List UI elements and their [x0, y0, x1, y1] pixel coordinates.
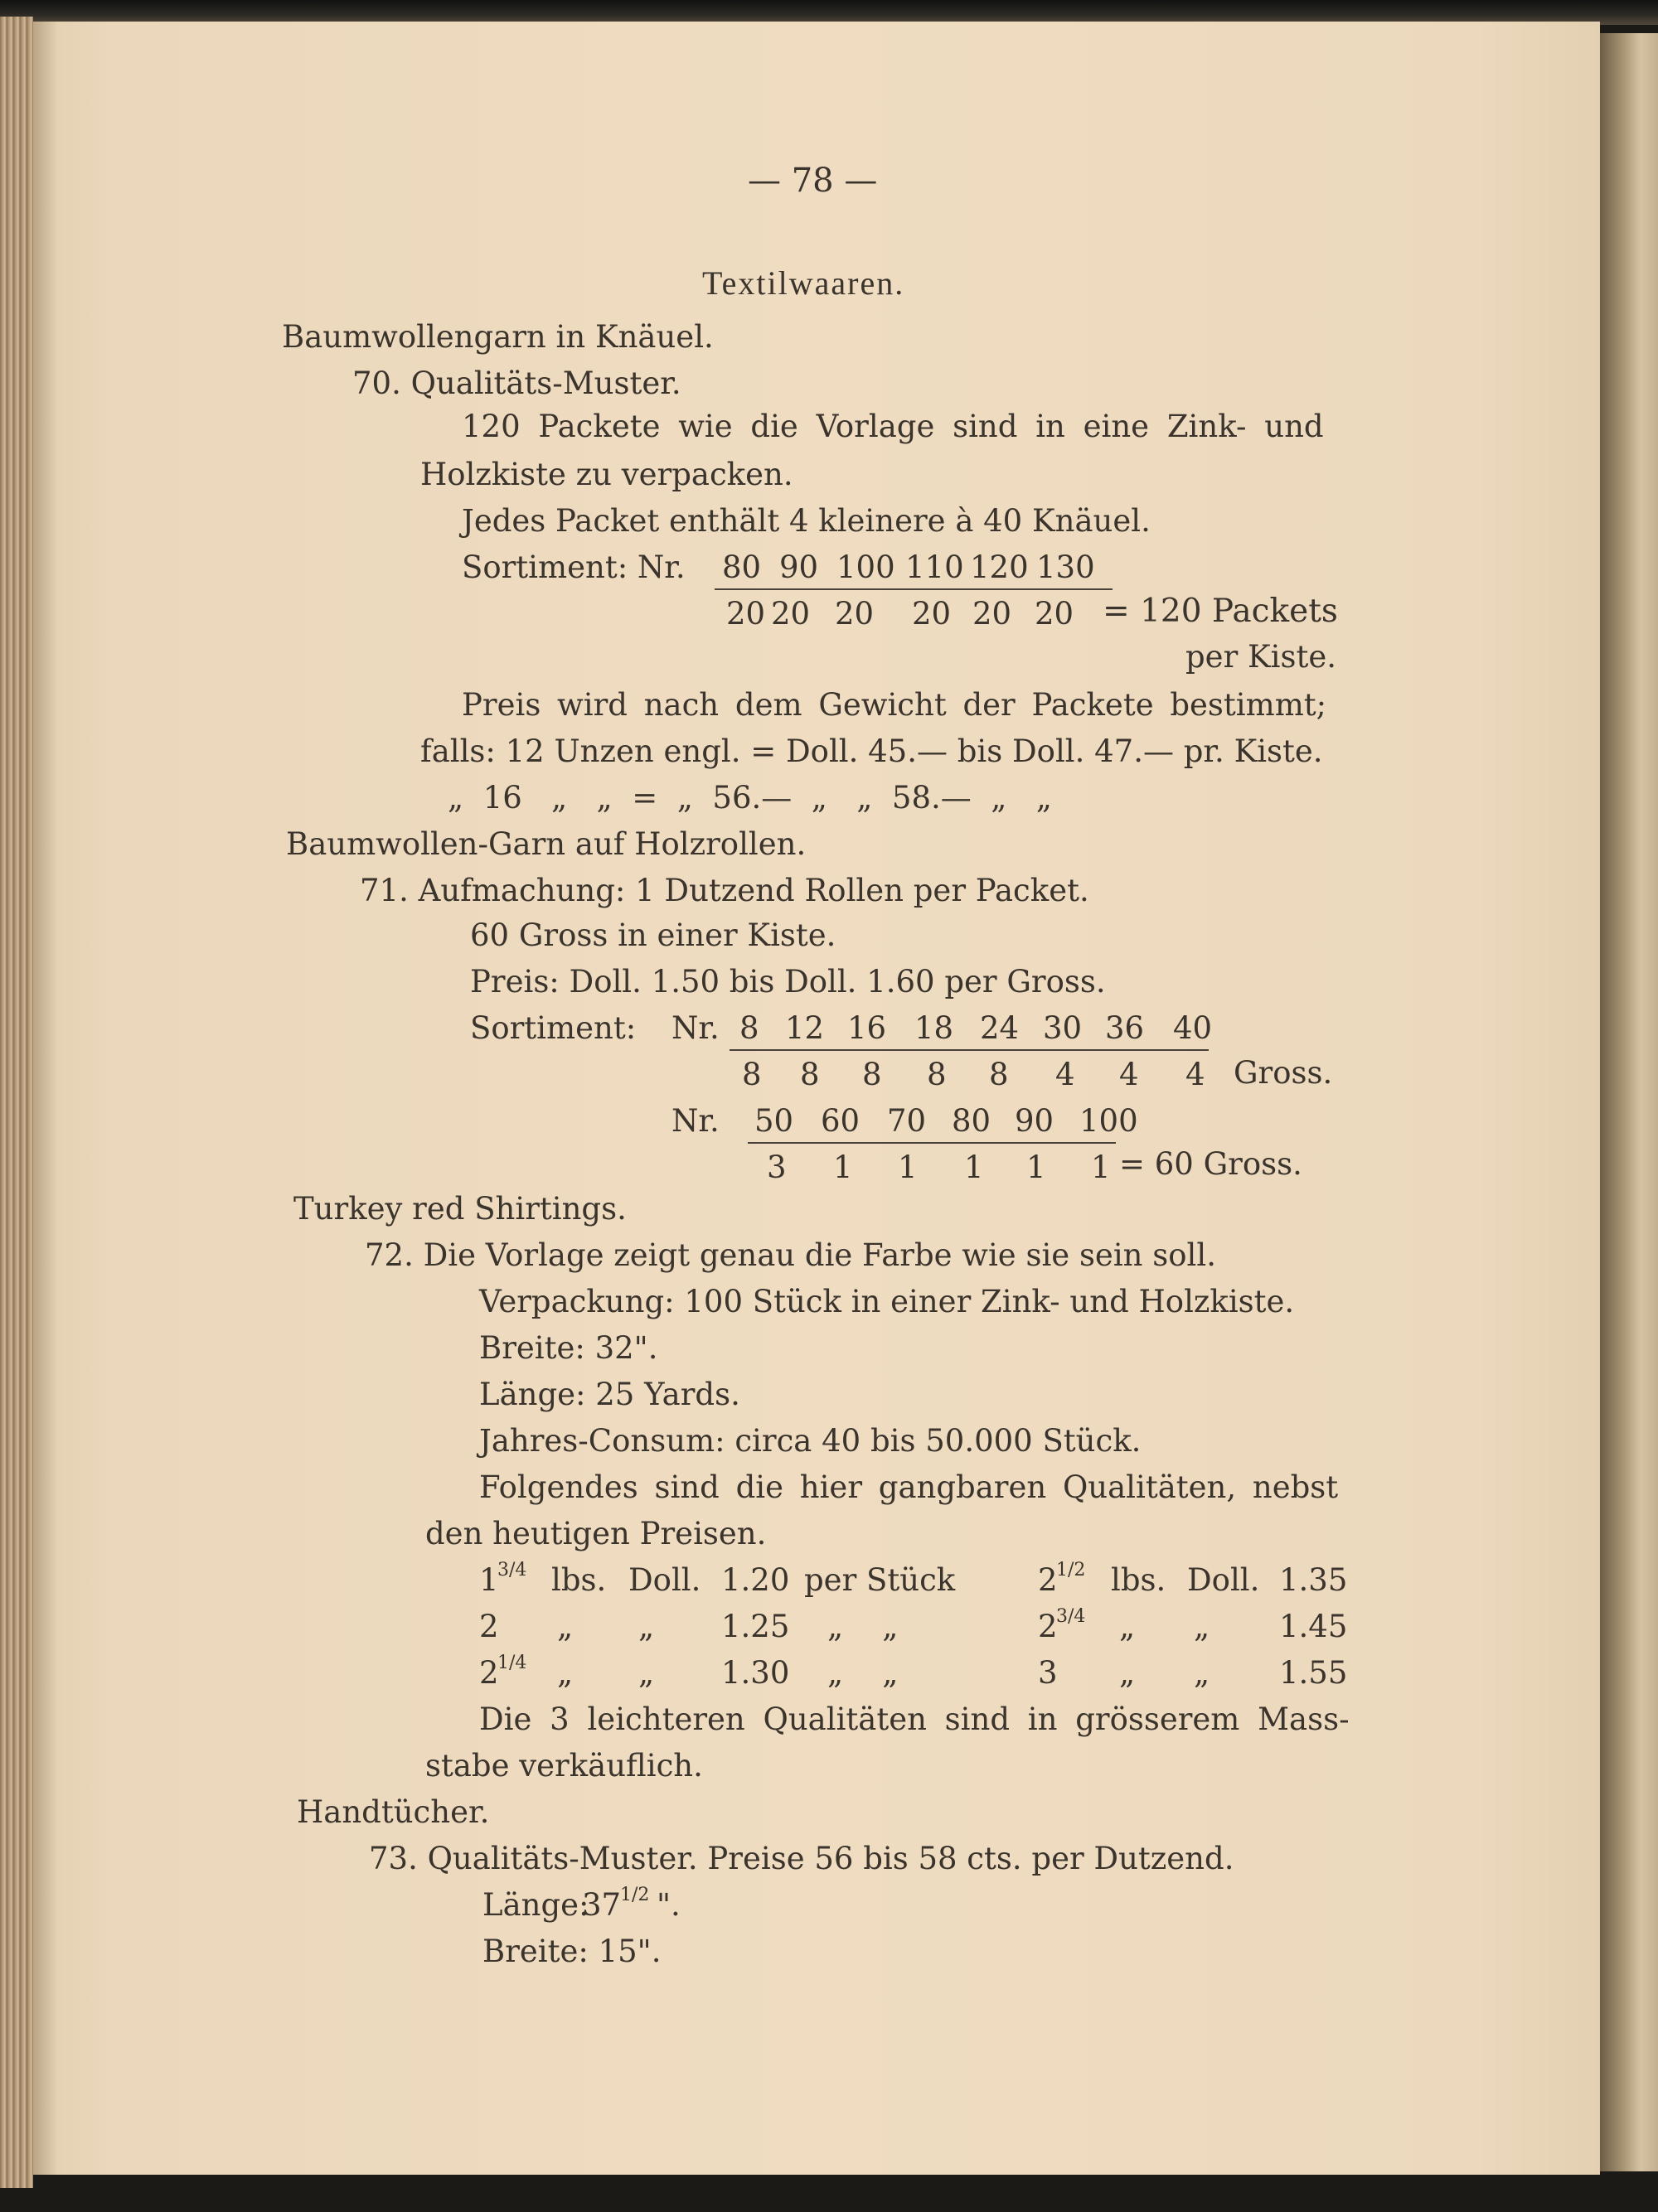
item-72-title: 72. Die Vorlage zeigt genau die Farbe wie sie sein soll. — [365, 1237, 1216, 1273]
price: 1.55 — [1279, 1655, 1348, 1691]
item-72-line-7: Die 3 leichteren Qualitäten sind in grösserem Mass- — [479, 1701, 1350, 1737]
item-71-nr-label: Nr. — [671, 1010, 720, 1046]
weight-fraction: 3/4 — [497, 1560, 527, 1580]
item-73-line-2: Breite: 15". — [482, 1934, 662, 1969]
fraction-rule — [748, 1142, 1116, 1144]
sortiment-number: 40 — [1173, 1010, 1213, 1046]
currency: „ — [1194, 1655, 1210, 1691]
sortiment-count: 20 — [726, 596, 766, 632]
item-70-line-2: Holzkiste zu verpacken. — [420, 457, 793, 492]
item-71-nr-label-2: Nr. — [671, 1103, 720, 1139]
item-70-sortiment-label: Sortiment: Nr. — [462, 549, 686, 585]
sortiment-number: 12 — [785, 1010, 825, 1046]
sortiment-count: 8 — [927, 1057, 947, 1092]
item-71-line-2: Preis: Doll. 1.50 bis Doll. 1.60 per Gross. — [470, 964, 1106, 1000]
fraction-rule — [730, 1049, 1209, 1051]
sortiment-number: 16 — [847, 1010, 887, 1046]
item-72-line-1: Verpackung: 100 Stück in einer Zink- und Holzkiste. — [479, 1284, 1295, 1319]
item-71-title: 71. Aufmachung: 1 Dutzend Rollen per Packet. — [360, 873, 1089, 908]
currency: „ — [1194, 1609, 1210, 1644]
weight-whole: 2 — [1038, 1609, 1058, 1644]
unit: „ — [1119, 1609, 1136, 1644]
item-73-laenge-value: 37 — [582, 1887, 622, 1923]
sortiment-count: 8 — [742, 1057, 762, 1092]
sortiment-count: 3 — [767, 1150, 787, 1185]
weight-fraction: 3/4 — [1056, 1606, 1086, 1627]
item-71-sortiment-label: Sortiment: — [470, 1010, 637, 1046]
unit: „ — [557, 1655, 574, 1691]
item-73-laenge-label: Länge: — [482, 1887, 589, 1923]
weight-whole: 3 — [1038, 1655, 1058, 1691]
item-71-line-1: 60 Gross in einer Kiste. — [470, 917, 836, 953]
currency: Doll. — [1187, 1562, 1260, 1598]
sortiment-number: 90 — [1015, 1103, 1054, 1139]
item-73-title: 73. Qualitäts-Muster. Preise 56 bis 58 cts. per Dutzend. — [369, 1841, 1234, 1876]
sortiment-number: 130 — [1036, 549, 1095, 585]
sortiment-count: 1 — [833, 1150, 853, 1185]
sortiment-number: 80 — [952, 1103, 991, 1139]
sortiment-count: 20 — [771, 596, 811, 632]
sortiment-count: 20 — [835, 596, 875, 632]
page-number: — 78 — — [748, 162, 878, 200]
sortiment-number: 100 — [1079, 1103, 1138, 1139]
currency: „ — [638, 1609, 655, 1644]
book-gutter — [0, 17, 33, 2188]
sortiment-number: 30 — [1043, 1010, 1083, 1046]
unit: lbs. — [551, 1562, 607, 1598]
currency: „ — [638, 1655, 655, 1691]
sortiment-count: 20 — [972, 596, 1012, 632]
price: 1.45 — [1279, 1609, 1348, 1644]
item-70-line-4: Preis wird nach dem Gewicht der Packete bestimmt; — [462, 687, 1327, 723]
item-72-line-3: Länge: 25 Yards. — [479, 1377, 740, 1412]
item-70-line-6: „ 16 „ „ = „ 56.— „ „ 58.— „ „ — [448, 780, 1052, 816]
sortiment-count: 1 — [1091, 1150, 1111, 1185]
sortiment-count: 8 — [862, 1057, 882, 1092]
sortiment-number: 80 — [722, 549, 762, 585]
sortiment-count: 1 — [964, 1150, 984, 1185]
item-70-total: = 120 Packets — [1103, 593, 1338, 630]
sortiment-count: 4 — [1185, 1057, 1205, 1092]
item-70-line-3: Jedes Packet enthält 4 kleinere à 40 Knäuel. — [462, 503, 1151, 539]
currency: Doll. — [628, 1562, 701, 1598]
sortiment-count: 1 — [1026, 1150, 1046, 1185]
sortiment-count: 20 — [1035, 596, 1074, 632]
item-72-line-2: Breite: 32". — [479, 1330, 658, 1366]
item-71-unit: Gross. — [1234, 1055, 1333, 1091]
sortiment-number: 36 — [1105, 1010, 1145, 1046]
sortiment-number: 50 — [754, 1103, 794, 1139]
unit: lbs. — [1111, 1562, 1166, 1598]
item-72-line-8: stabe verkäuflich. — [425, 1748, 703, 1784]
item-72-line-6: den heutigen Preisen. — [425, 1516, 767, 1551]
page-shadow — [33, 22, 58, 2175]
book-page — [33, 22, 1600, 2175]
subsection-title-baumwollengarn: Baumwollengarn in Knäuel. — [282, 319, 714, 355]
sortiment-number: 100 — [836, 549, 895, 585]
sortiment-count: 20 — [912, 596, 952, 632]
item-70-line-5: falls: 12 Unzen engl. = Doll. 45.— bis Doll. 47.— pr. Kiste. — [420, 733, 1323, 769]
weight-whole: 2 — [479, 1655, 499, 1691]
item-72-line-5: Folgendes sind die hier gangbaren Qualitäten, nebst — [479, 1469, 1339, 1505]
per-unit: per Stück — [804, 1562, 956, 1598]
section-heading: Textilwaaren. — [702, 264, 905, 302]
item-72-line-4: Jahres-Consum: circa 40 bis 50.000 Stück. — [479, 1423, 1142, 1459]
unit: „ — [557, 1609, 574, 1644]
sortiment-number: 8 — [739, 1010, 759, 1046]
subsection-title-handtuecher: Handtücher. — [297, 1794, 490, 1830]
sortiment-number: 70 — [887, 1103, 927, 1139]
price: 1.25 — [721, 1609, 790, 1644]
subsection-title-baumwollen-garn: Baumwollen-Garn auf Holzrollen. — [286, 826, 807, 862]
price: 1.20 — [721, 1562, 790, 1598]
subsection-title-turkey-red: Turkey red Shirtings. — [293, 1191, 627, 1227]
sortiment-count: 8 — [800, 1057, 820, 1092]
item-71-total: = 60 Gross. — [1119, 1146, 1302, 1182]
sortiment-count: 4 — [1119, 1057, 1139, 1092]
fraction-rule — [715, 588, 1113, 590]
sortiment-number: 60 — [821, 1103, 861, 1139]
item-70-per-kiste: per Kiste. — [1185, 639, 1337, 675]
weight-whole: 2 — [1038, 1562, 1058, 1598]
item-73-laenge-fraction: 1/2 — [620, 1885, 650, 1905]
sortiment-number: 18 — [914, 1010, 954, 1046]
weight-whole: 1 — [479, 1562, 499, 1598]
sortiment-number: 110 — [905, 549, 964, 585]
weight-fraction: 1/4 — [497, 1653, 527, 1673]
price: 1.30 — [721, 1655, 790, 1691]
sortiment-count: 4 — [1055, 1057, 1075, 1092]
item-70-line-1: 120 Packete wie die Vorlage sind in eine Zink- und — [462, 409, 1324, 444]
sortiment-count: 8 — [989, 1057, 1009, 1092]
sortiment-count: 1 — [898, 1150, 918, 1185]
sortiment-number: 24 — [980, 1010, 1020, 1046]
item-73-laenge-unit: ". — [657, 1887, 681, 1923]
price: 1.35 — [1279, 1562, 1348, 1598]
weight-fraction: 1/2 — [1056, 1560, 1086, 1580]
sortiment-number: 120 — [970, 549, 1029, 585]
weight-whole: 2 — [479, 1609, 499, 1644]
unit: „ — [1119, 1655, 1136, 1691]
sortiment-number: 90 — [779, 549, 819, 585]
per-unit: „ „ — [827, 1655, 899, 1691]
per-unit: „ „ — [827, 1609, 899, 1644]
item-70-title: 70. Qualitäts-Muster. — [352, 365, 681, 401]
book-page-edge — [1600, 33, 1658, 2171]
